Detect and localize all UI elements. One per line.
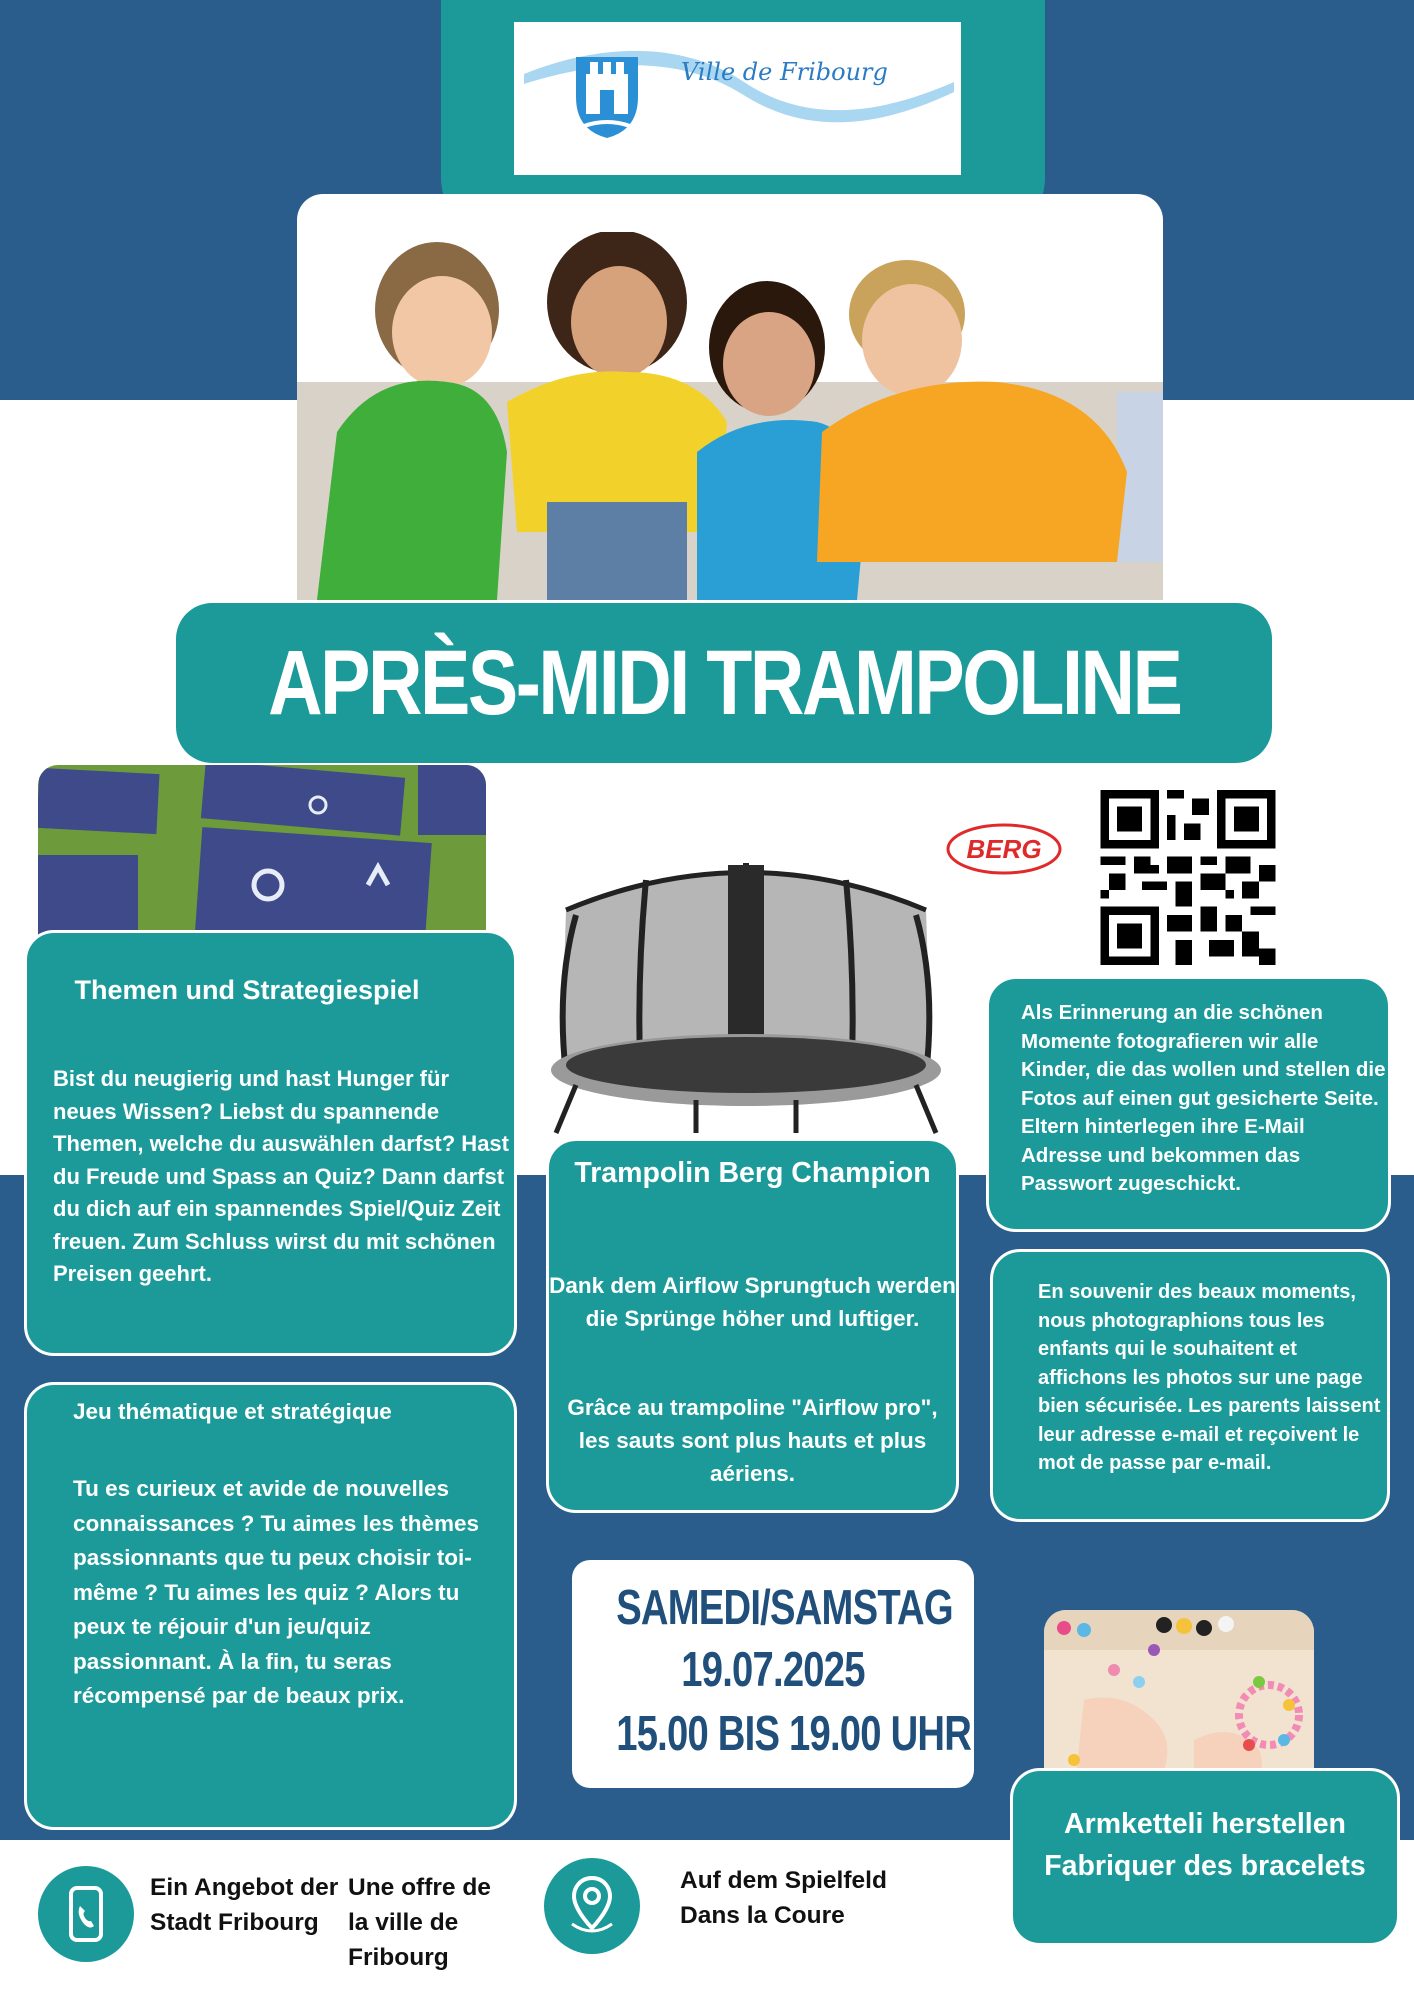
photos-de-text: Als Erinnerung an die schönen Momente fotografieren wir alle Kinder, die das wollen und stellen die Fotos auf einen gut gesicherte Seite. Eltern hinterlegen ihre E-Mail Adresse und bekommen das Passwort zugeschickt. [1021,1001,1386,1195]
bracelets-text-fr: Fabriquer des bracelets [1044,1850,1366,1882]
place-text [680,1863,940,1933]
tower-icon [576,57,638,138]
title-banner [176,603,1272,763]
games-de-text: Bist du neugierig und hast Hunger für neues Wissen? Liebst du spannende Themen, welche du auswählen darfst? Hast du Freude und Spass an Quiz? Dann darfst du dich auf ein spannendes Spiel/Quiz Zeit freuen. Zum Schluss wirst du mit schönen Preisen geehrt. [53,1066,509,1286]
event-time: 15.00 BIS 19.00 UHR [616,1707,972,1761]
berg-logo-text: BERG [966,834,1042,864]
date-box [572,1560,974,1788]
photos-fr-text: En souvenir des beaux moments, nous photographions tous les enfants qui le souhaitent et affichons les photos sur une page bien sécurisée. Les parents laissent leur adresse e-mail et reçoivent le mot de passe par e-mail. [1038,1281,1381,1474]
berg-logo [944,821,1064,877]
trampoline-box [546,1138,959,1513]
trampoline-text-de: Dank dem Airflow Sprungtuch werden die Sprünge höher und luftiger. [549,1273,956,1331]
games-de-heading: Themen und Strategiespiel [74,975,420,1005]
logo-text: Ville de Fribourg [681,58,888,86]
games-fr-heading: Jeu thématique et stratégique [73,1399,392,1424]
bracelets-text-de: Armketteli herstellen [1064,1808,1346,1840]
event-date: 19.07.2025 [681,1643,865,1697]
offer-text-de: Ein Angebot der Stadt Fribourg [150,1874,339,1936]
bracelets-box [1010,1768,1400,1946]
city-logo [514,22,961,175]
bracelets-text [1013,1803,1397,1887]
photos-fr-box [990,1249,1390,1522]
event-title: APRÈS-MIDI TRAMPOLINE [267,631,1181,734]
offer-text-fr: Une offre de la ville de Fribourg [348,1874,491,1971]
trampoline-image [536,835,956,1135]
games-fr-box [24,1382,517,1830]
games-de-box [24,930,517,1356]
place-text-de: Auf dem Spielfeld [680,1867,887,1894]
kids-photo [297,232,1163,600]
location-pin-icon [544,1858,640,1954]
trampoline-text-fr: Grâce au trampoline "Airflow pro", les sauts sont plus hauts et plus aériens. [567,1395,938,1486]
place-text-fr: Dans la Coure [680,1902,845,1929]
photos-de-box [986,976,1391,1232]
event-day: SAMEDI/SAMSTAG [616,1581,953,1635]
qr-code[interactable] [1091,790,1285,965]
games-fr-text: Tu es curieux et avide de nouvelles connaissances ? Tu aimes les thèmes passionnants que tu peux choisir toi-même ? Tu aimes les quiz ? Alors tu peux te réjouir d'un jeu/quiz passionnant. À la fin, tu seras récompensé par de beaux prix. [73,1476,480,1708]
bracelet-beads-photo [1044,1610,1314,1794]
phone-icon [38,1866,134,1962]
logo-wave-graphic [514,22,961,175]
trampoline-heading: Trampolin Berg Champion [574,1157,931,1189]
